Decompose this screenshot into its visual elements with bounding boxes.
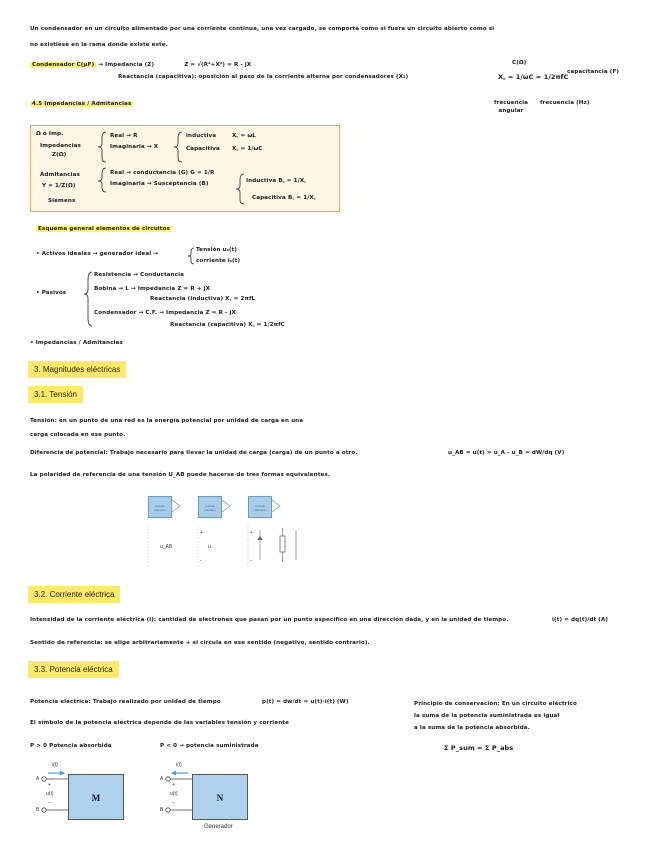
circuit-box-1: Circuito eléctrico [148,496,172,518]
impedancia-label: → Impedancia (Z) [98,62,155,68]
polaridad-text: La polaridad de referencia de una tensión U_AB puede hacerse de tres formas equivalentes. [30,472,331,478]
reactancia-cap-label: Reactancia (capacitiva) X꜀ = 1/2πfC [170,322,285,328]
impedancias-heading: 4.5 Impedancias / Admitancias [32,101,132,107]
sentido-text: Sentido de referencia: se elige arbitrariamente + si circula en ese sentido (negativo, sentido contrario). [30,640,370,646]
section-3-3-heading: 3.3. Potencia eléctrica [28,661,119,678]
fig-plus-2: + [200,530,203,536]
n-b-label: B [160,807,164,813]
imag-b: Imaginaria → Susceptancia (B) [110,181,209,187]
esquema-heading: Esquema general elementos de circuitos [38,226,170,232]
tension-def-1: Tensión: en un punto de una red es la energía potencial por unidad de carga en una [30,418,304,424]
p-negativa: P < 0 → potencia suministrada [160,743,259,749]
condensador-line [30,62,251,70]
y-formula: Y = 1/Z(Ω) [42,183,76,189]
activos-label: • Activos ideales → generador ideal → [36,251,159,257]
n-plus: + [172,782,175,788]
fig-u-ab: u_AB [160,544,173,550]
brace-lines [96,128,346,210]
condensador-esquema-label: Condensador → C.F. → Impedancia Z = R - jX [94,310,236,316]
section-3-1-heading: 3.1. Tensión [28,386,83,403]
intro-line-1: Un condensador en un circuito alimentado por una corriente continua, una vez cargado, se comporta como si fuera un circuito abierto como si [30,26,495,32]
fig-minus-3: - [250,558,252,564]
esquema-braces [84,244,204,334]
inductiva-b: Inductiva B꜀ = 1/X꜀ [246,178,307,184]
corriente-label: corriente iₛ(t) [196,258,241,264]
resistencia-label: Resistencia → Conductancia [94,272,184,278]
c-ohm-label: C(Ω) [512,60,527,66]
m-b-label: B [36,807,40,813]
principio-2: la suma de la potencia suministrada es igual [414,713,560,719]
principio-3: a la suma de la potencia absorbida. [414,725,530,731]
tension-def-2: carga colocada en ese punto. [30,432,126,438]
imag-x: Imaginaria → X [110,144,159,150]
z-omega-label: Z(Ω) [52,152,67,158]
potencia-signo: El símbolo de la potencia eléctrica depende de las variables tensión y corriente [30,720,289,726]
tension-figure [140,490,310,570]
potencia-def: Potencia eléctrica: Trabajo realizado por unidad de tiempo [30,699,221,705]
dif-pot-formula: u_AB = u(t) = u_A - u_B = dW/dq (V) [448,450,565,456]
principio-1: Principio de conservación: En un circuito eléctrico [414,701,577,707]
circuit-wiring [30,760,270,830]
generador-caption: Generador [204,824,233,830]
fig-minus-2: - [200,558,202,564]
circuit-box-2: Circuito eléctrico [198,496,222,518]
xc-formula: X꜀ = 1/ωC = 1/2πfC [498,73,569,81]
frecuencia-label: frecuencia (Hz) [540,100,590,106]
n-a-label: A [160,776,164,782]
real-r: Real → R [110,133,138,139]
m-minus: − [48,800,51,806]
fig-u-2: u [208,544,211,550]
frecuencia-angular-label: frecuencia angular [493,100,529,114]
dif-pot-def: Diferencia de potencial: Trabajo necesario para llevar la unidad de carga (carga) de un punto a otro. [30,450,358,456]
m-plus: + [48,782,51,788]
p-positiva: P > 0 Potencia absorbida [30,743,112,749]
pasivos-label: • Pasivos [36,290,67,296]
bobina-label: Bobina → L → Impedancia Z = R + jX [94,286,211,292]
condensador-label: Condensador C(μF) [32,62,95,68]
circuit-n: N [192,774,248,820]
circuit-box-3: Circuito eléctrico [248,496,272,518]
siemens-label: Siemens [48,198,76,204]
section-3-heading: 3. Magnitudes eléctricas [28,361,126,378]
xl-formula: X꜀ = ωL [232,133,256,139]
real-g: Real → conductancia (G) G = 1/R [110,170,215,176]
corriente-def: Intensidad de la corriente eléctrica (i): cantidad de electrones que pasan por un punto específico en una dirección dada, y en la unidad de tiempo. [30,617,509,623]
principio-formula: Σ P_sum = Σ P_abs [444,744,514,752]
inductiva-label: inductiva [186,133,217,139]
n-minus: − [172,800,175,806]
impedancias-label: Impedancias [40,143,81,149]
intro-line-2: no existiese en la rama donde existe éste. [30,42,168,48]
admitancias-label: Admitancias [40,172,80,178]
m-current-label: i(t) [52,762,58,768]
section-3-2-heading: 3.2. Corriente eléctrica [28,586,120,603]
potencia-formula: p(t) = dw/dt = u(t)·i(t) (W) [262,699,349,705]
n-current-label: i(t) [176,762,182,768]
n-voltage-label: u(t) [170,791,178,797]
reactancia-ind-label: Reactancia (inductiva) X꜀ = 2πfL [150,296,256,302]
capacitiva-label: Capacitiva [186,146,220,152]
fig-plus-3: + [250,530,253,536]
xc-formula-box: X꜀ = 1/ωC [232,146,263,152]
m-a-label: A [36,776,40,782]
reactancia-text: Reactancia (capacitiva): oposición al paso de la corriente alterna por condensadores (X₂) [118,74,409,80]
corriente-formula: i(t) = dq(t)/dt (A) [552,617,609,623]
m-voltage-label: u(t) [46,791,54,797]
imp-adm-label: • Impedancias / Admitancias [30,340,123,346]
circuit-m: M [68,774,124,820]
impedancia-formula: Z = √(R²+X²) = R - jX [184,62,252,68]
tension-label: Tensión uₛ(t) [196,247,238,253]
capacitiva-b: Capacitiva B꜀ = 1/X꜀ [252,195,316,201]
capacitancia-label: capacitancia (F) [567,69,620,75]
lbl-imp: Ω ó Imp. [36,131,64,137]
